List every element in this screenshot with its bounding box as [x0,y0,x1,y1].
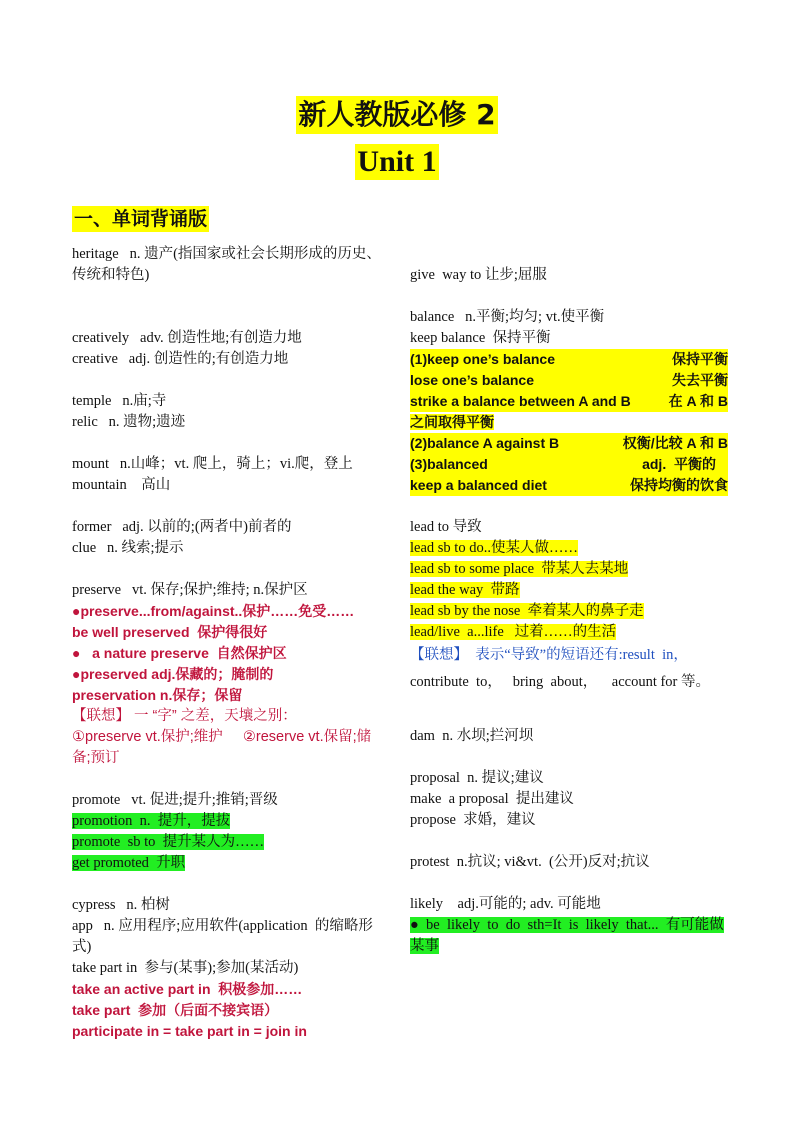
title-text: 新人教版必修 2 [296,96,497,134]
entry-creative: creative adj. 创造性的;有创造力地 [72,351,289,367]
phrase-cn: 保持平衡 [672,351,728,367]
phrase-preserved: ●preserved adj.保藏的；腌制的 [72,666,274,682]
phrase-cn: 保持均衡的饮食 [630,477,728,493]
phrase-be-likely: ● be likely to do sth=It is likely that... 有可能做某事 [410,917,724,954]
entry-preserve: preserve vt. 保存;保护;维持; n.保护区 [72,582,308,598]
left-column [72,244,384,1042]
right-column [410,265,728,957]
note-lead-association [410,645,728,666]
entry-promote: promote vt. 促进;提升;推销;晋级 [72,792,278,808]
entry-take-part-in: take part in 参与(某事);参加(某活动) [72,960,299,976]
phrase-lead-sb-place: lead sb to some place 带某人去某地 [410,561,629,577]
entry-mount: mount n.山峰；vt. 爬上，骑上；vi.爬，登上 [72,456,353,472]
phrase-balanced [410,454,728,475]
phrase-en: lose one’s balance [410,372,534,388]
phrase-promotion: promotion n. 提升，提拔 [72,813,231,829]
phrase-en: (1)keep one’s balance [410,351,555,367]
phrase-cn: 失去平衡 [672,372,728,388]
phrase-cn: 权衡/比较 A 和 B [622,435,728,451]
entry-mountain: mountain 高山 [72,477,171,493]
phrase-en: keep a balanced diet [410,477,547,493]
entry-give-way: give way to 让步;屈服 [410,267,547,283]
entry-protest: protest n.抗议; vi&vt. (公开)反对;抗议 [410,854,650,870]
entry-temple: temple n.庙;寺 [72,393,167,409]
phrase-active-part: take an active part in 积极参加…… [72,981,303,997]
note-preserve-reserve: ①preserve vt.保护;维护 ②reserve vt.保留;储备;预订 [72,729,372,766]
phrase-preservation: preservation n.保存；保留 [72,687,243,703]
entry-dam: dam n. 水坝;拦河坝 [410,728,534,744]
phrase-take-part: take part 参加（后面不接宾语） [72,1002,279,1018]
phrase-nature-preserve: ● a nature preserve 自然保护区 [72,645,287,661]
phrase-balance-against [410,433,728,454]
phrase-preserve-from: ●preserve...from/against..保护……免受…… [72,603,355,619]
section-heading: 一、单词背诵版 [74,208,208,230]
phrase-lead-way: lead the way 带路 [410,582,520,598]
phrase-cn: adj. 平衡的 [642,456,716,472]
entry-lead-to: lead to 导致 [410,519,482,535]
entry-likely: likely adj.可能的; adv. 可能地 [410,896,601,912]
phrase-lead-nose: lead sb by the nose 牵着某人的鼻子走 [410,603,644,619]
phrase-lead-sb-do: lead sb to do..使某人做…… [410,540,578,556]
entry-propose: propose 求婚，建议 [410,812,536,828]
note-association: 【联想】 一 “字” 之差，天壤之别： [72,708,297,724]
phrase-get-promoted: get promoted 升职 [72,855,186,871]
entry-relic: relic n. 遗物;遗迹 [72,414,186,430]
phrase-keep-ones-balance [410,349,728,370]
note-lead-association-cont: contribute to， bring about， account for 等。 [410,674,711,690]
document-title [0,96,794,134]
phrase-cn: 在 A 和 B [668,393,728,409]
entry-make-proposal: make a proposal 提出建议 [410,791,574,807]
entry-proposal: proposal n. 提议;建议 [410,770,544,786]
phrase-strike-balance [410,391,728,412]
phrase-lead-life: lead/live a...life 过着……的生活 [410,624,617,640]
entry-clue: clue n. 线索;提示 [72,540,184,556]
entry-cypress: cypress n. 柏树 [72,897,170,913]
phrase-en: (3)balanced [410,456,488,472]
unit-heading [0,144,794,180]
entry-heritage: heritage n. 遗产(指国家或社会长期形成的历史、传统和特色) [72,246,381,283]
phrase-lose-balance [410,370,728,391]
phrase-strike-balance-cont: 之间取得平衡 [410,414,494,430]
phrase-en: (2)balance A against B [410,435,560,451]
note-text: 【联想】 表示“导致”的短语还有:result in， [410,647,688,663]
phrase-participate: participate in = take part in = join in [72,1023,307,1039]
entry-balance: balance n.平衡;均匀; vt.使平衡 [410,309,605,325]
entry-former: former adj. 以前的;(两者中)前者的 [72,519,292,535]
unit-text: Unit 1 [357,145,437,178]
entry-app: app n. 应用程序;应用软件(application 的缩略形式) [72,918,373,955]
phrase-well-preserved: be well preserved 保护得很好 [72,624,268,640]
entry-keep-balance: keep balance 保持平衡 [410,330,551,346]
phrase-promote-sb: promote sb to 提升某人为…… [72,834,265,850]
phrase-balanced-diet [410,475,728,496]
phrase-en: strike a balance between A and B [410,393,631,409]
entry-creatively: creatively adv. 创造性地;有创造力地 [72,330,302,346]
